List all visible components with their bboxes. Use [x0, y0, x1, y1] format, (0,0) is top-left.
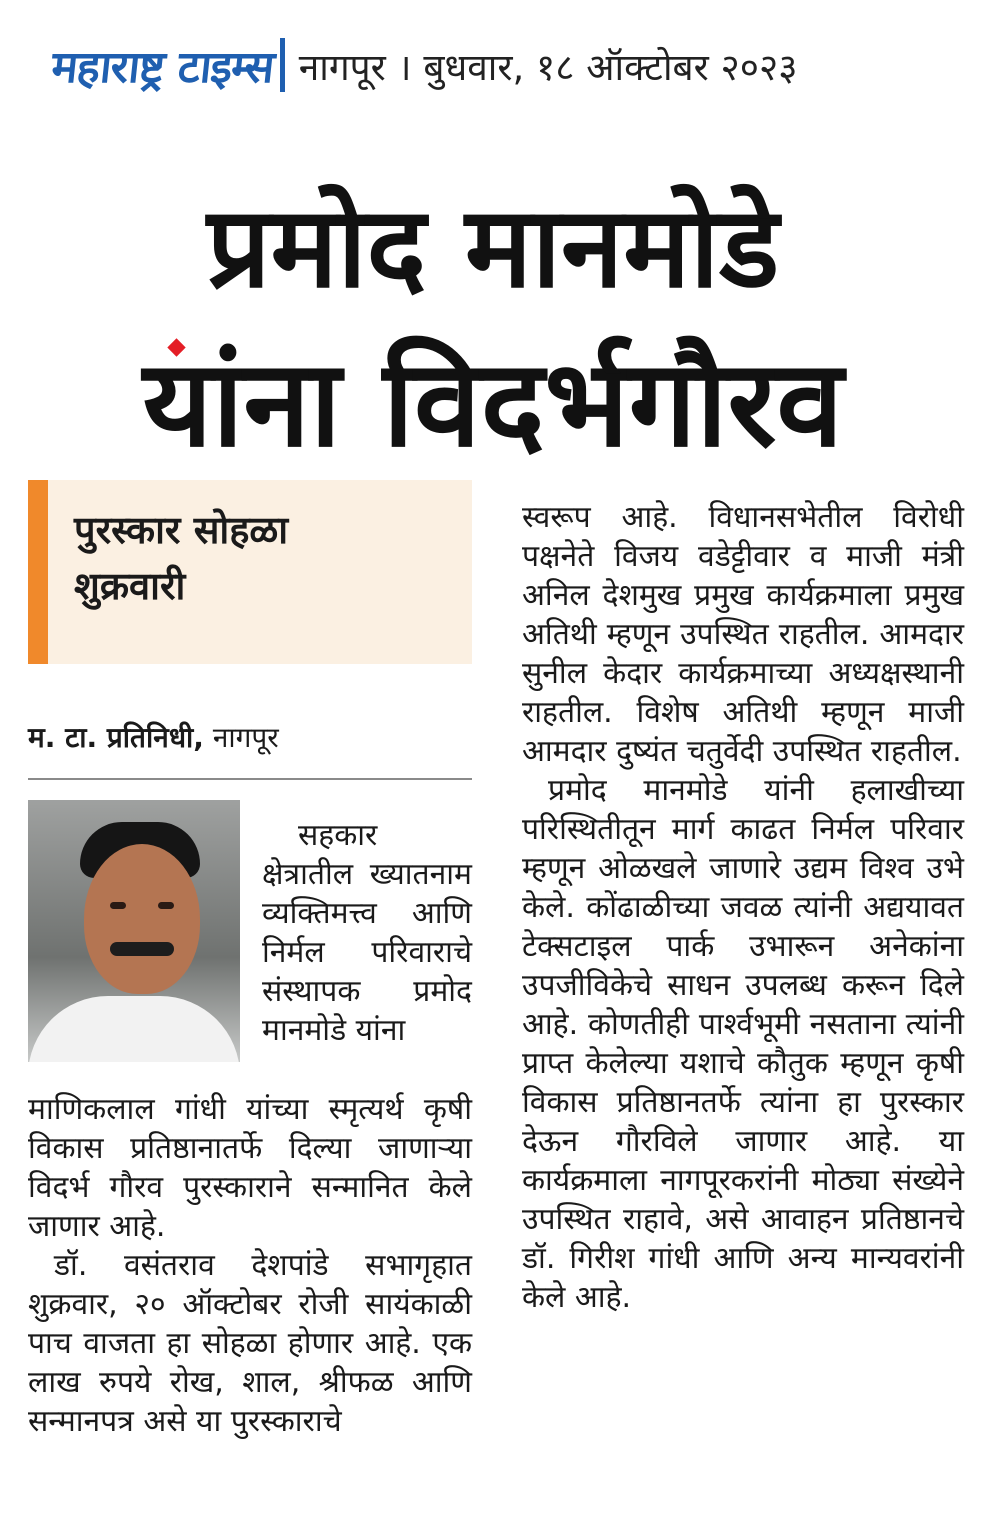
- divider: [28, 778, 472, 780]
- byline-place: नागपूर: [212, 721, 279, 754]
- article-column-2: [522, 498, 964, 1317]
- logo-bar: [280, 38, 285, 92]
- byline: [28, 718, 472, 756]
- newspaper-logo: महाराष्ट्र टाइम्स: [49, 42, 277, 93]
- kicker-line-1: पुरस्कार सोहळा: [74, 508, 289, 552]
- article-paragraph: सहकार क्षेत्रातील ख्यातनाम व्यक्तिमत्त्व आणि निर्मल परिवाराचे संस्थापक प्रमोद मानमोडे यांना: [262, 818, 472, 1048]
- masthead: [49, 30, 972, 100]
- article-column-1: [28, 1090, 472, 1441]
- article-paragraph: माणिकलाल गांधी यांच्या स्मृत्यर्थ कृषी विकास प्रतिष्ठानातर्फे दिल्या जाणाऱ्या विदर्भ गौरव पुरस्काराने सन्मानित केले जाणार आहे.: [28, 1092, 472, 1244]
- headline-line-1: प्रमोद मानमोडे: [206, 183, 780, 313]
- article-paragraph: स्वरूप आहे. विधानसभेतील विरोधी पक्षनेते विजय वडेट्टीवार व माजी मंत्री अनिल देशमुख प्रमुख कार्यक्रमाला प्रमुख अतिथी म्हणून उपस्थित राहतील. आमदार सुनील केदार कार्यक्रमाच्या अध्यक्षस्थानी राहतील. विशेष अतिथी म्हणून माजी आमदार दुष्यंत चतुर्वेदी उपस्थित राहतील.: [522, 500, 964, 769]
- kicker-line-2: शुक्रवारी: [74, 564, 186, 608]
- kicker-box: [28, 480, 472, 664]
- headline-line-2: यांना विदर्भगौरव: [142, 335, 844, 474]
- portrait-photo: [28, 800, 240, 1062]
- article-intro-wrap: [262, 816, 472, 1050]
- article-paragraph: प्रमोद मानमोडे यांनी हलाखीच्या परिस्थितीतून मार्ग काढत निर्मल परिवार म्हणून ओळखले जाणारे उद्यम विश्व उभे केले. कोंढाळीच्या जवळ त्यांनी अद्ययावत टेक्सटाइल पार्क उभारून अनेकांना उपजीविकेचे साधन उपलब्ध करून दिले आहे. कोणतीही पार्श्वभूमी नसताना त्यांनी प्राप्त केलेल्या यशाचे कौतुक म्हणून कृषी विकास प्रतिष्ठानतर्फे त्यांना हा पुरस्कार देऊन गौरविले जाणार आहे. या कार्यक्रमाला नागपूरकरांनी मोठ्या संख्येने उपस्थित राहावे, असे आवाहन प्रतिष्ठानचे डॉ. गिरीश गांधी आणि अन्य मान्यवरांनी केले आहे.: [522, 773, 964, 1315]
- dateline: नागपूर । बुधवार, १८ ऑक्टोबर २०२३: [298, 45, 798, 89]
- article-paragraph: डॉ. वसंतराव देशपांडे सभागृहात शुक्रवार, २० ऑक्टोबर रोजी सायंकाळी पाच वाजता हा सोहळा होणार आहे. एक लाख रुपये रोख, शाल, श्रीफळ आणि सन्मानपत्र असे या पुरस्काराचे: [28, 1248, 472, 1439]
- byline-author: म. टा. प्रतिनिधी,: [28, 721, 204, 754]
